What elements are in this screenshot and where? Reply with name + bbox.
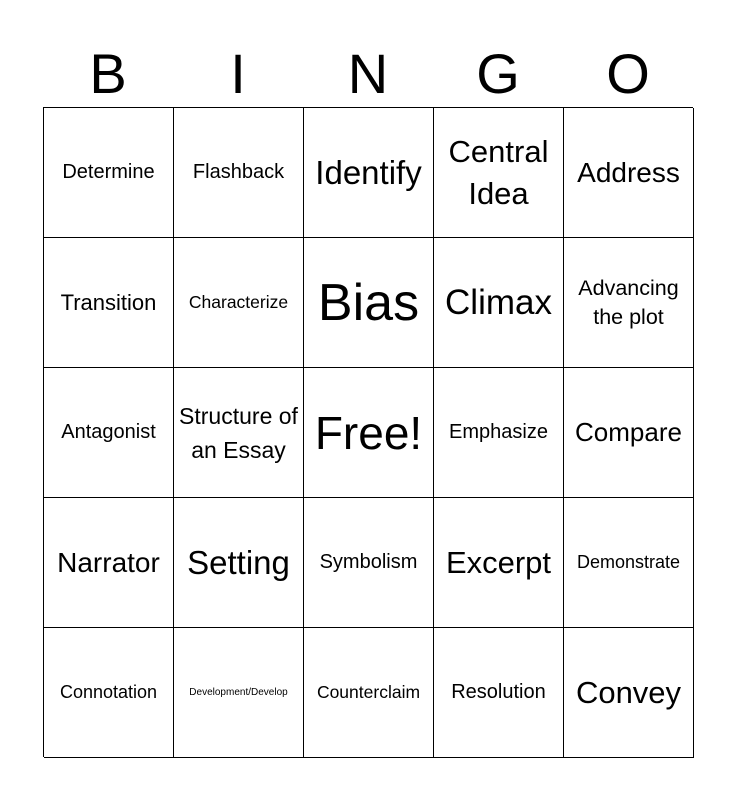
bingo-cell-r1-c2[interactable] [174,108,304,238]
cell-label: Determine [62,161,155,183]
bingo-cell-r2-c2[interactable] [174,238,304,368]
bingo-cell-r2-c5[interactable] [564,238,694,368]
bingo-cell-r5-c5[interactable] [564,628,694,758]
cell-label: Advancing the plot [578,275,679,329]
cell-label: Compare [575,417,682,447]
cell-label: Resolution [451,681,546,703]
cell-label: Identify [315,153,422,191]
bingo-cell-r3-c1[interactable] [44,368,174,498]
cell-label: Antagonist [61,421,156,443]
bingo-cell-r4-c3[interactable] [304,498,434,628]
cell-label: Bias [317,273,420,332]
cell-label: Transition [60,290,157,315]
cell-label: Narrator [57,546,160,578]
cell-label: Climax [445,282,552,322]
bingo-cell-r2-c3[interactable] [304,238,434,368]
bingo-cell-r1-c4[interactable] [434,108,564,238]
header-letter-i: I [230,42,246,105]
bingo-cell-r5-c3[interactable] [304,628,434,758]
cell-label: Development/Develop [189,687,288,698]
cell-label: Flashback [192,161,285,183]
cell-label: Setting [187,543,290,581]
bingo-header [43,42,693,106]
bingo-cell-r4-c1[interactable] [44,498,174,628]
bingo-cell-r3-c4[interactable] [434,368,564,498]
free-space-cell[interactable] [304,368,434,498]
cell-label: Emphasize [449,421,548,443]
header-letter-n: N [347,42,389,105]
bingo-board [43,107,693,757]
cell-label: Characterize [188,292,289,312]
bingo-cell-r1-c3[interactable] [304,108,434,238]
bingo-cell-r4-c2[interactable] [174,498,304,628]
cell-label: Connotation [59,682,158,702]
bingo-cell-r1-c1[interactable] [44,108,174,238]
free-space-label: Free! [314,406,423,459]
cell-label: Symbolism [319,551,418,573]
bingo-cell-r1-c5[interactable] [564,108,694,238]
bingo-cell-r5-c1[interactable] [44,628,174,758]
header-letter-b: B [89,42,127,105]
bingo-cell-r3-c2[interactable] [174,368,304,498]
bingo-cell-r2-c4[interactable] [434,238,564,368]
header-letter-g: G [476,42,520,105]
cell-label: Convey [575,674,682,710]
bingo-cell-r5-c4[interactable] [434,628,564,758]
bingo-cell-r4-c5[interactable] [564,498,694,628]
cell-label: Counterclaim [316,682,421,702]
bingo-cell-r5-c2[interactable] [174,628,304,758]
header-letter-o: O [606,42,650,105]
bingo-cell-r3-c5[interactable] [564,368,694,498]
cell-label: Structure of an Essay [179,402,298,463]
cell-label: Address [577,156,680,188]
cell-label: Excerpt [445,544,552,580]
bingo-cell-r4-c4[interactable] [434,498,564,628]
cell-label: Central Idea [448,133,549,211]
cell-label: Demonstrate [576,552,681,572]
bingo-cell-r2-c1[interactable] [44,238,174,368]
